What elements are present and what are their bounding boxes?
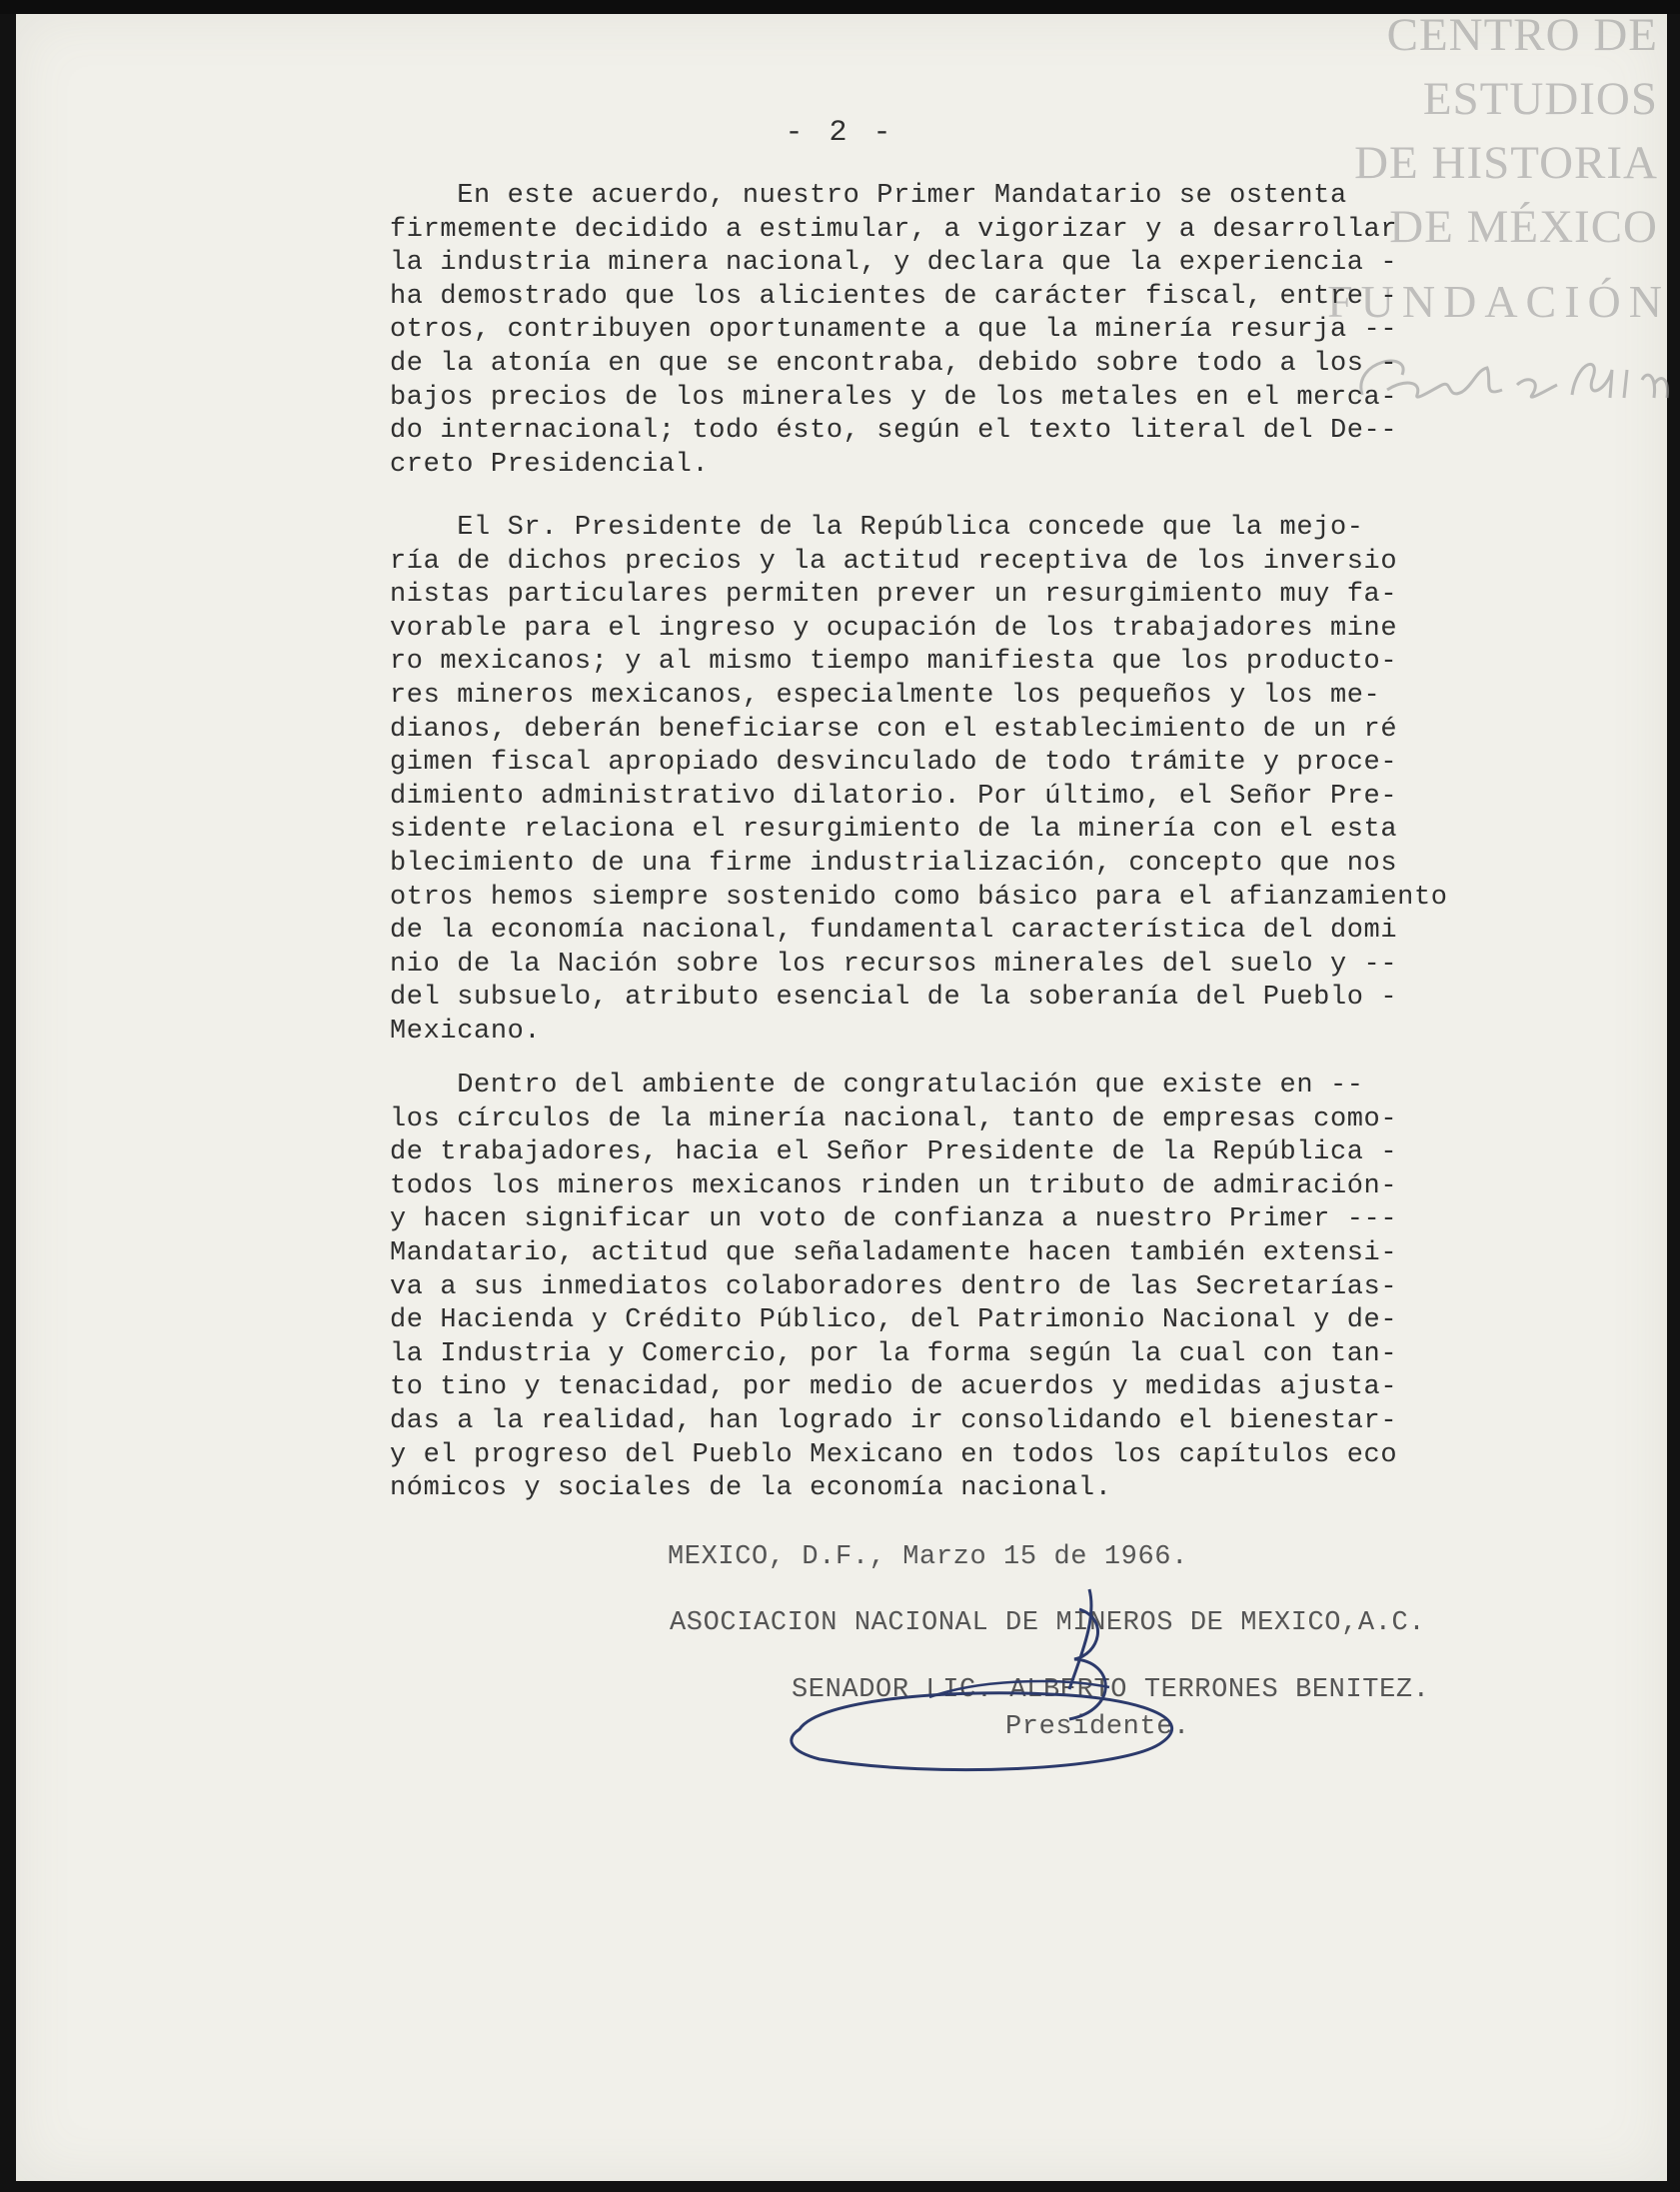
text-line: creto Presidencial. bbox=[390, 449, 710, 480]
text-line: la industria minera nacional, y declara que la experiencia - bbox=[390, 248, 1398, 279]
watermark-line: CENTRO DE bbox=[1386, 9, 1658, 61]
organization-name: ASOCIACION NACIONAL DE MINEROS DE MEXICO,A.C. bbox=[670, 1608, 1426, 1638]
text-line: ría de dichos precios y la actitud receptiva de los inversio bbox=[390, 546, 1398, 577]
text-line: ha demostrado que los alicientes de carácter fiscal, entre - bbox=[390, 281, 1398, 312]
signatory-name: SENADOR LIC. ALBERTO TERRONES BENITEZ. bbox=[792, 1675, 1430, 1705]
text-line: firmemente decidido a estimular, a vigorizar y a desarrollar bbox=[390, 214, 1398, 245]
text-line: va a sus inmediatos colaboradores dentro de las Secretarías- bbox=[390, 1271, 1398, 1302]
text-line: dianos, deberán beneficiarse con el establecimiento de un ré bbox=[390, 714, 1398, 745]
text-line: Mexicano. bbox=[390, 1016, 542, 1047]
text-line: El Sr. Presidente de la República concede que la mejo- bbox=[390, 513, 1364, 543]
text-line: do internacional; todo ésto, según el texto literal del De-- bbox=[390, 416, 1398, 447]
text-line: y el progreso del Pueblo Mexicano en todos los capítulos eco bbox=[390, 1439, 1398, 1470]
text-line: del subsuelo, atributo esencial de la soberanía del Pueblo - bbox=[390, 983, 1398, 1014]
text-line: das a la realidad, han logrado ir consolidando el bienestar- bbox=[390, 1405, 1398, 1436]
page-number: - 2 - bbox=[785, 116, 895, 150]
watermark-line: DE MÉXICO bbox=[1389, 201, 1658, 253]
signatory-title: Presidente. bbox=[1005, 1712, 1190, 1742]
text-line: de la atonía en que se encontraba, debido sobre todo a los - bbox=[390, 348, 1398, 379]
text-line: dimiento administrativo dilatorio. Por último, el Señor Pre- bbox=[390, 781, 1398, 812]
watermark-line: ESTUDIOS bbox=[1422, 73, 1658, 125]
text-line: vorable para el ingreso y ocupación de los trabajadores mine bbox=[390, 613, 1398, 644]
handwritten-signature bbox=[780, 1579, 1229, 1779]
text-line: Dentro del ambiente de congratulación que existe en -- bbox=[390, 1071, 1364, 1100]
watermark-foundation: FUNDACIÓN bbox=[1327, 276, 1670, 327]
text-line: ro mexicanos; y al mismo tiempo manifiesta que los producto- bbox=[390, 647, 1398, 678]
place-date: MEXICO, D.F., Marzo 15 de 1966. bbox=[668, 1542, 1188, 1572]
text-line: gimen fiscal apropiado desvinculado de todo trámite y proce- bbox=[390, 748, 1398, 779]
watermark-line: DE HISTORIA bbox=[1354, 137, 1658, 189]
text-line: blecimiento de una firme industrialización, concepto que nos bbox=[390, 848, 1398, 879]
paragraph-1 bbox=[390, 180, 1659, 482]
text-line: nómicos y sociales de la economía nacional. bbox=[390, 1473, 1112, 1504]
text-line: todos los mineros mexicanos rinden un tributo de admiración- bbox=[390, 1170, 1398, 1201]
paragraph-3 bbox=[390, 1070, 1659, 1506]
text-line: de trabajadores, hacia el Señor Presidente de la República - bbox=[390, 1137, 1398, 1168]
text-line: de Hacienda y Crédito Público, del Patrimonio Nacional y de- bbox=[390, 1305, 1398, 1336]
text-line: Mandatario, actitud que señaladamente hacen también extensi- bbox=[390, 1237, 1398, 1268]
text-line: En este acuerdo, nuestro Primer Mandatario se ostenta bbox=[390, 181, 1347, 211]
text-line: de la economía nacional, fundamental característica del domi bbox=[390, 916, 1398, 947]
text-line: bajos precios de los minerales y de los metales en el merca- bbox=[390, 382, 1398, 413]
text-line: la Industria y Comercio, por la forma según la cual con tan- bbox=[390, 1338, 1398, 1369]
text-line: otros hemos siempre sostenido como básico para el afianzamiento bbox=[390, 882, 1448, 913]
text-line: sidente relaciona el resurgimiento de la minería con el esta bbox=[390, 815, 1398, 846]
text-line: y hacen significar un voto de confianza a nuestro Primer --- bbox=[390, 1204, 1398, 1235]
text-line: res mineros mexicanos, especialmente los pequeños y los me- bbox=[390, 680, 1381, 711]
text-line: nistas particulares permiten prever un resurgimiento muy fa- bbox=[390, 580, 1398, 611]
text-line: los círculos de la minería nacional, tanto de empresas como- bbox=[390, 1103, 1398, 1134]
text-line: to tino y tenacidad, por medio de acuerdos y medidas ajusta- bbox=[390, 1372, 1398, 1403]
paragraph-2 bbox=[390, 512, 1659, 1050]
text-line: otros, contribuyen oportunamente a que la minería resurja -- bbox=[390, 315, 1398, 346]
text-line: nio de la Nación sobre los recursos minerales del suelo y -- bbox=[390, 949, 1398, 980]
